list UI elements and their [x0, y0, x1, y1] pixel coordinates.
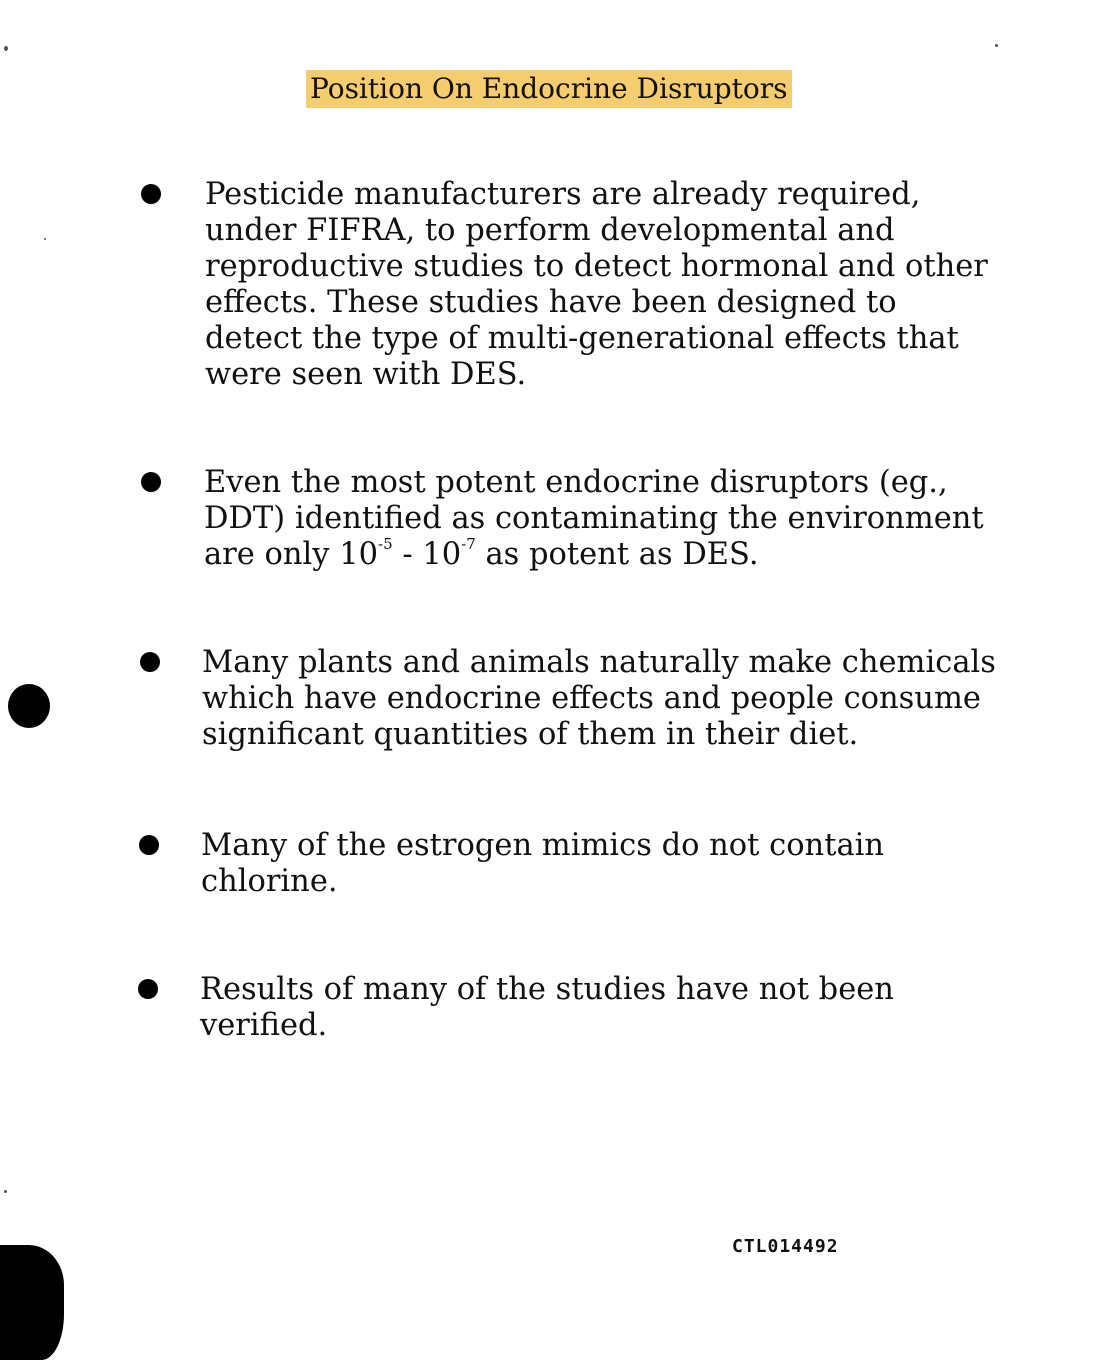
- potency-suffix: as potent as DES.: [475, 537, 759, 572]
- bullet-dot: [139, 835, 159, 855]
- bullet-text: [204, 465, 984, 573]
- potency-prefix: are only 10: [204, 537, 379, 572]
- potency-middle: - 10: [392, 537, 462, 572]
- scan-speck: [995, 44, 998, 47]
- binding-edge-mark: [0, 1245, 64, 1360]
- bullet-dot: [141, 472, 161, 492]
- bullet-line: detect the type of multi-generational effects that: [205, 321, 959, 356]
- exponent: -5: [378, 535, 393, 553]
- bullet-line: DDT) identified as contaminating the environment: [204, 501, 984, 536]
- bullet-line: reproductive studies to detect hormonal and other: [205, 249, 988, 284]
- scan-speck: [44, 238, 46, 240]
- bullet-text: [200, 972, 894, 1044]
- bullet-dot: [140, 652, 160, 672]
- scan-speck: [4, 46, 8, 51]
- bullet-line: effects. These studies have been designed to: [205, 285, 897, 320]
- hole-punch-mark: [8, 684, 50, 728]
- bullet-text: [205, 177, 988, 393]
- bullet-line: significant quantities of them in their diet.: [202, 717, 859, 752]
- exponent: -7: [461, 535, 476, 553]
- page-title: Position On Endocrine Disruptors: [306, 70, 792, 108]
- bullet-text: [202, 645, 996, 753]
- bullet-line: Many of the estrogen mimics do not contain: [201, 828, 885, 863]
- potency-line: [204, 537, 984, 573]
- bullet-text: [201, 828, 884, 900]
- bullet-line: verified.: [200, 1008, 328, 1043]
- bullet-line: were seen with DES.: [205, 357, 527, 392]
- bullet-line: chlorine.: [201, 864, 338, 899]
- scan-speck: [4, 1190, 7, 1193]
- bullet-line: which have endocrine effects and people consume: [202, 681, 981, 716]
- document-id: CTL014492: [732, 1236, 839, 1257]
- bullet-line: Results of many of the studies have not been: [200, 972, 894, 1007]
- bullet-line: under FIFRA, to perform developmental and: [205, 213, 895, 248]
- bullet-dot: [141, 184, 161, 204]
- bullet-dot: [138, 979, 158, 999]
- bullet-line: Many plants and animals naturally make chemicals: [202, 645, 996, 680]
- bullet-line: Pesticide manufacturers are already required,: [205, 177, 921, 212]
- bullet-line: Even the most potent endocrine disruptors (eg.,: [204, 465, 948, 500]
